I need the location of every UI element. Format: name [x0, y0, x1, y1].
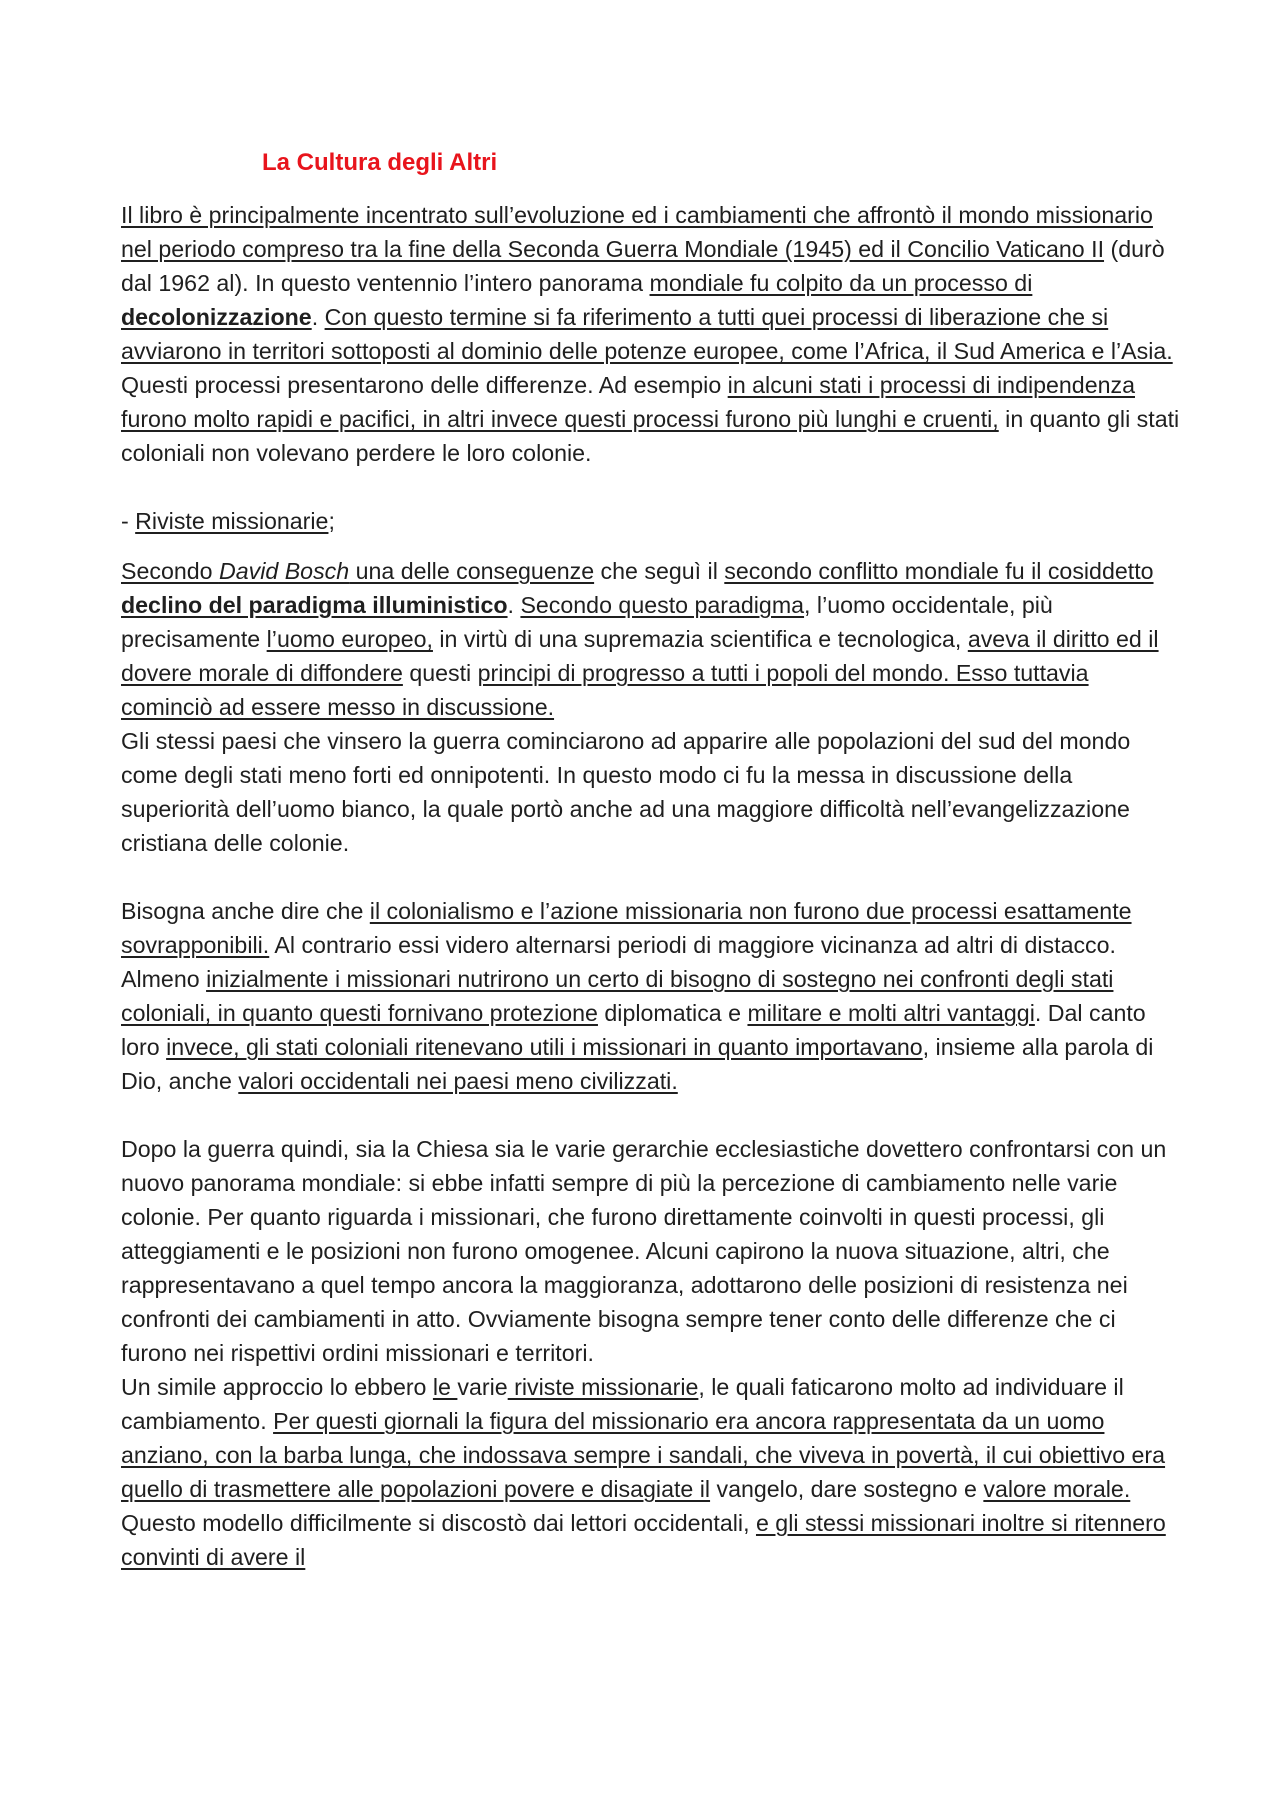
document-title: La Cultura degli Altri	[262, 149, 498, 176]
author-name: David Bosch	[218, 558, 350, 584]
document-body	[121, 198, 1181, 1574]
paragraph-colonialism: Bisogna anche dire che il colonialismo e l’azione missionaria non furono due processi esattamente sovrapponibili. Al contrario essi videro alternarsi periodi di maggiore vicinanza ad altri di distacco. Almeno inizialmente i missionari nutrirono un certo di bisogno di sostegno nei confronti degli stati coloniali, in quanto questi fornivano protezione diplomatica e militare e molti altri vantaggi. Dal canto loro invece, gli stati coloniali ritenevano utili i missionari in quanto importavano, insieme alla parola di Dio, anche valori occidentali nei paesi meno civilizzati.	[121, 898, 1154, 1094]
list-item: - Riviste missionarie;	[121, 508, 335, 534]
bold-term: decolonizzazione	[121, 304, 312, 330]
underlined-text: Con questo termine si fa riferimento a tutti quei processi di liberazione che si avviarono in territori sottoposti al dominio delle potenze europee, come l’Africa, il Sud America e l’Asia.	[121, 304, 1173, 364]
list-item-label: Riviste missionarie	[135, 508, 329, 534]
bold-term: declino del paradigma illuministico	[121, 592, 508, 618]
paragraph-intro: Il libro è principalmente incentrato sull’evoluzione ed i cambiamenti che affrontò il mondo missionario nel periodo compreso tra la fine della Seconda Guerra Mondiale (1945) ed il Concilio Vaticano II (durò dal 1962 al). In questo ventennio l’intero panorama mondiale fu colpito da un processo di decolonizzazione. Con questo termine si fa riferimento a tutti quei processi di liberazione che si avviarono in territori sottoposti al dominio delle potenze europee, come l’Africa, il Sud America e l’Asia. Questi processi presentarono delle differenze. Ad esempio in alcuni stati i processi di indipendenza furono molto rapidi e pacifici, in altri invece questi processi furono più lunghi e cruenti, in quanto gli stati coloniali non volevano perdere le loro colonie.	[121, 202, 1180, 466]
paragraph-riviste: Un simile approccio lo ebbero le varie riviste missionarie, le quali faticarono molto ad individuare il cambiamento. Per questi giornali la figura del missionario era ancora rappresentata da un uomo anziano, con la barba lunga, che indossava sempre i sandali, che viveva in povertà, il cui obiettivo era quello di trasmettere alle popolazioni povere e disagiate il vangelo, dare sostegno e valore morale. Questo modello difficilmente si discostò dai lettori occidentali, e gli stessi missionari inoltre si ritennero convinti di avere il	[121, 1374, 1166, 1570]
paragraph-bosch: Secondo David Bosch una delle conseguenze che seguì il secondo conflitto mondiale fu il cosiddetto declino del paradigma illuministico. Secondo questo paradigma, l’uomo occidentale, più precisamente l’uomo europeo, in virtù di una supremazia scientifica e tecnologica, aveva il diritto ed il dovere morale di diffondere questi principi di progresso a tutti i popoli del mondo. Esso tuttavia cominciò ad essere messo in discussione. Gli stessi paesi che vinsero la guerra cominciarono ad apparire alle popolazioni del sud del mondo come degli stati meno forti ed onnipotenti. In questo modo ci fu la messa in discussione della superiorità dell’uomo bianco, la quale portò anche ad una maggiore difficoltà nell’evangelizzazione cristiana delle colonie.	[121, 558, 1159, 856]
underlined-text: Il libro è principalmente incentrato sull’evoluzione ed i cambiamenti che affrontò il mondo missionario nel periodo compreso tra la fine della Seconda Guerra Mondiale (1945) ed il Concilio Vaticano II	[121, 202, 1153, 262]
underlined-text: in alcuni stati i processi di indipendenza furono molto rapidi e pacifici, in altri invece questi processi furono più lunghi e cruenti,	[121, 372, 1135, 432]
paragraph-postwar: Dopo la guerra quindi, sia la Chiesa sia le varie gerarchie ecclesiastiche dovettero confrontarsi con un nuovo panorama mondiale: si ebbe infatti sempre di più la percezione di cambiamento nelle varie colonie. Per quanto riguarda i missionari, che furono direttamente coinvolti in questi processi, gli atteggiamenti e le posizioni non furono omogenee. Alcuni capirono la nuova situazione, altri, che rappresentavano a quel tempo ancora la maggioranza, adottarono delle posizioni di resistenza nei confronti dei cambiamenti in atto. Ovviamente bisogna sempre tener conto delle differenze che ci furono nei rispettivi ordini missionari e territori.	[121, 1136, 1167, 1366]
underlined-text: mondiale fu colpito da un processo di	[649, 270, 1033, 296]
